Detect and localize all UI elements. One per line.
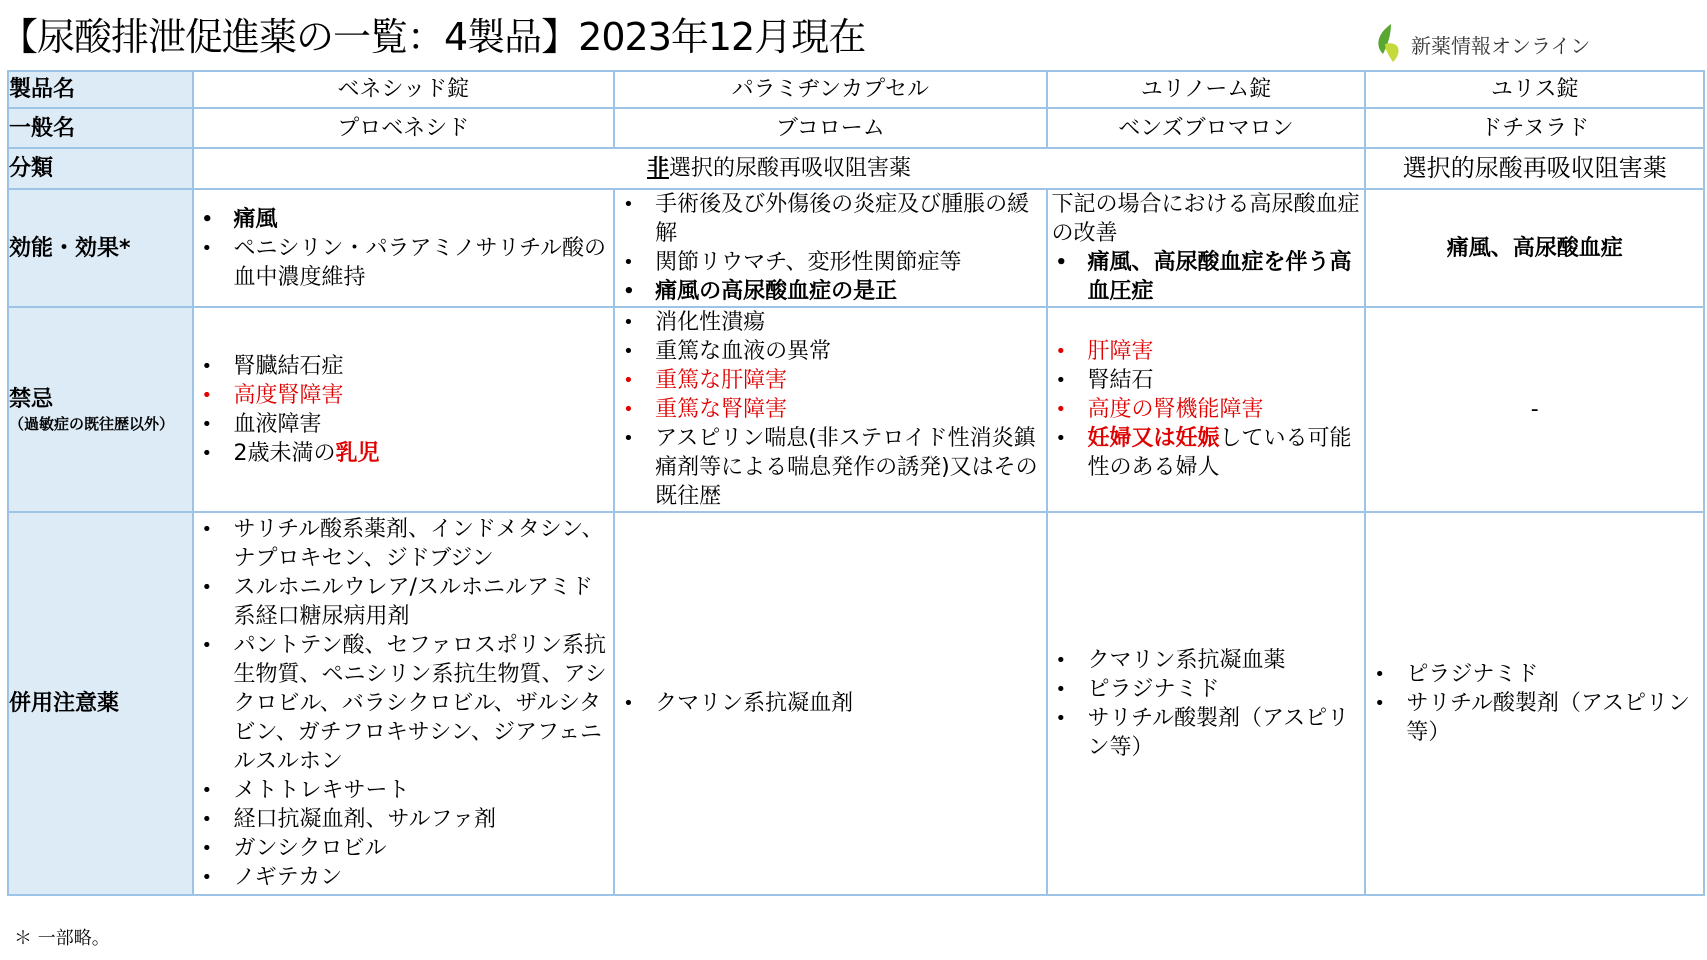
contra-1-last-text: 2歳未満の (233, 440, 336, 466)
list-item: • パントテン酸、セファロスポリン系抗生物質、ペニシリン系抗生物質、アシクロビル、バラシクロビル、ザルシタビン、ガチフロキサシン、ジアフェニルスルホン (234, 631, 614, 776)
product-name-3: ユリノーム錠 (1047, 71, 1366, 108)
list-item: • ペニシリン・パラアミノサリチル酸の血中濃度維持 (234, 234, 614, 292)
list-item: • ピラジナミド (1088, 675, 1365, 704)
generic-name-1: プロベネシド (193, 108, 615, 148)
header-contraindications (8, 307, 193, 512)
list-item: • 関節リウマチ、変形性関節症等 (655, 248, 1045, 277)
contra-1 (193, 307, 615, 512)
contra-3-last-text: している可能性のある婦人 (1087, 426, 1352, 480)
row-generic-name (8, 108, 1704, 148)
category-nonselective (193, 148, 1366, 189)
contra-3-last-emphasis: 妊婦又は妊娠 (1087, 426, 1220, 451)
category-emphasis: 非 (646, 156, 669, 181)
site-logo[interactable] (1373, 22, 1590, 66)
list-item: • ガンシクロビル (234, 834, 614, 863)
generic-name-2: ブコローム (614, 108, 1046, 148)
list-item: • スルホニルウレア/スルホニルアミド系経口糖尿病用剤 (234, 573, 614, 631)
contra-sublabel: （過敏症の既往歴以外） (9, 415, 175, 433)
category-selective: 選択的尿酸再吸収阻害薬 (1365, 148, 1704, 189)
list-item: • メトトレキサート (234, 776, 614, 805)
generic-name-3: ベンズブロマロン (1047, 108, 1366, 148)
list-item: • ピラジナミド (1406, 660, 1703, 689)
header-interactions: 併用注意薬 (8, 512, 193, 895)
interact-2 (614, 512, 1046, 895)
list-item: • サリチル酸系薬剤、インドメタシン、ナプロキセン、ジドブジン (234, 515, 614, 573)
page-title: 【尿酸排泄促進薬の一覧：4製品】2023年12月現在 (0, 15, 866, 59)
interact-1 (193, 512, 615, 895)
header-product-name: 製品名 (8, 71, 193, 108)
efficacy-1 (193, 189, 615, 307)
contra-label: 禁忌 (9, 387, 54, 412)
efficacy-2 (614, 189, 1046, 307)
list-item: • サリチル酸製剤（アスピリン等） (1088, 704, 1365, 762)
product-name-2: パラミヂンカプセル (614, 71, 1046, 108)
efficacy-4: 痛風、高尿酸血症 (1365, 189, 1704, 307)
row-interactions (8, 512, 1704, 895)
contra-4: - (1365, 307, 1704, 512)
list-item: • 手術後及び外傷後の炎症及び腫脹の緩解 (655, 190, 1045, 248)
drug-table (7, 70, 1705, 896)
list-item (234, 439, 614, 468)
list-item: • 腎結石 (1088, 366, 1365, 395)
list-item: • クマリン系抗凝血剤 (655, 689, 1045, 718)
header-efficacy: 効能・効果* (8, 189, 193, 307)
list-item: • 経口抗凝血剤、サルファ剤 (234, 805, 614, 834)
list-item: • 重篤な肝障害 (655, 366, 1045, 395)
list-item: • 痛風の高尿酸血症の是正 (655, 277, 1045, 306)
logo-text: 新薬情報オンライン (1411, 33, 1591, 58)
row-category (8, 148, 1704, 189)
product-name-4: ユリス錠 (1365, 71, 1704, 108)
efficacy-3-intro: 下記の場合における高尿酸血症の改善 (1051, 192, 1360, 246)
list-item: • 重篤な血液の異常 (655, 337, 1045, 366)
category-nonselective-text: 選択的尿酸再吸収阻害薬 (668, 156, 911, 181)
list-item: • 血液障害 (234, 410, 614, 439)
row-efficacy (8, 189, 1704, 307)
contra-3 (1047, 307, 1366, 512)
list-item: • 痛風 (234, 205, 614, 234)
list-item: • 消化性潰瘍 (655, 308, 1045, 337)
list-item: • 高度腎障害 (234, 381, 614, 410)
contra-2 (614, 307, 1046, 512)
product-name-1: ベネシッド錠 (193, 71, 615, 108)
generic-name-4: ドチヌラド (1365, 108, 1704, 148)
interact-3 (1047, 512, 1366, 895)
contra-1-last-emphasis: 乳児 (335, 440, 380, 466)
list-item: • 高度の腎機能障害 (1088, 395, 1365, 424)
list-item: • 肝障害 (1088, 337, 1365, 366)
row-contraindications (8, 307, 1704, 512)
row-product-name (8, 71, 1704, 108)
list-item: • 重篤な腎障害 (655, 395, 1045, 424)
footnote: ＊ 一部略。 (14, 928, 110, 949)
list-item: • サリチル酸製剤（アスピリン等） (1406, 689, 1703, 747)
list-item: • 腎臓結石症 (234, 352, 614, 381)
list-item: • 痛風、高尿酸血症を伴う高血圧症 (1088, 248, 1365, 306)
list-item: • アスピリン喘息(非ステロイド性消炎鎮痛剤等による喘息発作の誘発)又はその既往歴 (655, 424, 1045, 511)
efficacy-3 (1047, 189, 1366, 307)
interact-4 (1365, 512, 1704, 895)
list-item: • ノギテカン (234, 863, 614, 892)
header-category: 分類 (8, 148, 193, 189)
list-item: • クマリン系抗凝血薬 (1088, 646, 1365, 675)
leaf-logo-icon (1373, 22, 1403, 66)
header-generic-name: 一般名 (8, 108, 193, 148)
list-item (1088, 424, 1365, 482)
